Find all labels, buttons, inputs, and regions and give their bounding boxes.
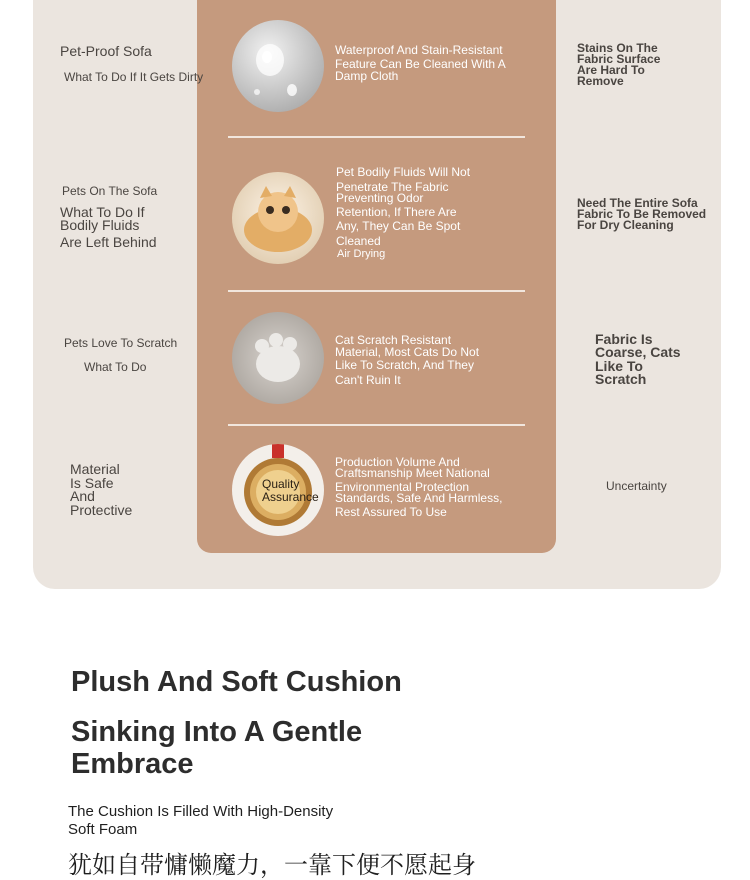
production-line-1: Production Volume And (335, 455, 460, 469)
heading-sinking-line-1: Sinking Into A Gentle (71, 716, 363, 748)
fluids-line-4: Retention, If There Are (336, 205, 457, 219)
separator (228, 424, 525, 426)
fluids-line-7: Air Drying (337, 248, 386, 260)
uncertainty-label: Uncertainty (606, 479, 667, 493)
fluids-line-5: Any, They Can Be Spot (336, 219, 461, 233)
pets-scratch-label: Pets Love To Scratch (64, 336, 178, 350)
scratch-line-1: Cat Scratch Resistant (335, 333, 452, 347)
fluids-line-3: Preventing Odor (336, 191, 424, 205)
scratch-line-3: Like To Scratch, And They (335, 358, 474, 372)
cushion-paragraph-line-1: The Cushion Is Filled With High-Density (68, 803, 334, 820)
coarse-line-1: Fabric Is (595, 331, 653, 347)
what-if-dirty-label: What To Do If It Gets Dirty (64, 70, 204, 84)
stains-line-4: Remove (577, 74, 624, 88)
scratch-line-4: Can't Ruin It (335, 373, 401, 387)
stains-line-1: Stains On The (577, 41, 658, 55)
separator (228, 290, 525, 292)
chinese-caption: 犹如自带慵懒魔力，一靠下便不愿起身 (68, 852, 476, 879)
coarse-line-3: Like To (595, 358, 643, 374)
pets-on-sofa-label: Pets On The Sofa (62, 184, 158, 198)
scratch-line-2: Material, Most Cats Do Not (335, 345, 480, 359)
production-line-5: Rest Assured To Use (335, 505, 447, 519)
pet-proof-sofa-label: Pet-Proof Sofa (60, 43, 152, 59)
water-droplets-image (232, 20, 324, 112)
production-line-3: Environmental Protection (335, 480, 470, 494)
need-line-1: Need The Entire Sofa (577, 196, 698, 210)
stains-line-2: Fabric Surface (577, 52, 661, 66)
material-line-2: Is Safe (70, 475, 114, 491)
quality-badge-line-1: Quality (262, 477, 300, 491)
need-line-3: For Dry Cleaning (577, 218, 674, 232)
separator (228, 136, 525, 138)
quality-medal-image (232, 444, 324, 536)
coarse-line-2: Coarse, Cats (595, 344, 681, 360)
cat-paw-image (232, 312, 324, 404)
fluids-line-1: Pet Bodily Fluids Will Not (336, 165, 471, 179)
production-line-4: Standards, Safe And Harmless, (335, 491, 503, 505)
fluids-line-6: Cleaned (336, 234, 381, 248)
coarse-line-4: Scratch (595, 371, 647, 387)
material-line-4: Protective (70, 502, 133, 518)
bodily-fluids-line-3: Are Left Behind (60, 234, 157, 250)
waterproof-line-1: Waterproof And Stain-Resistant (335, 43, 503, 57)
fluids-line-2: Penetrate The Fabric (336, 180, 449, 194)
production-line-2: Craftsmanship Meet National (335, 466, 490, 480)
cat-on-sofa-image (232, 172, 324, 264)
heading-sinking-line-2: Embrace (71, 748, 194, 780)
need-line-2: Fabric To Be Removed (577, 207, 707, 221)
quality-badge-line-2: Assurance (262, 490, 319, 504)
waterproof-line-2: Feature Can Be Cleaned With A (335, 57, 506, 71)
cushion-paragraph-line-2: Soft Foam (68, 821, 138, 838)
heading-plush-soft-cushion: Plush And Soft Cushion (71, 666, 402, 698)
waterproof-line-3: Damp Cloth (335, 69, 399, 83)
what-to-do-label: What To Do (84, 360, 147, 374)
stains-line-3: Are Hard To (577, 63, 645, 77)
material-line-3: And (70, 488, 95, 504)
bodily-fluids-line-2: Bodily Fluids (60, 217, 140, 233)
material-line-1: Material (70, 461, 120, 477)
bodily-fluids-line-1: What To Do If (60, 204, 145, 220)
